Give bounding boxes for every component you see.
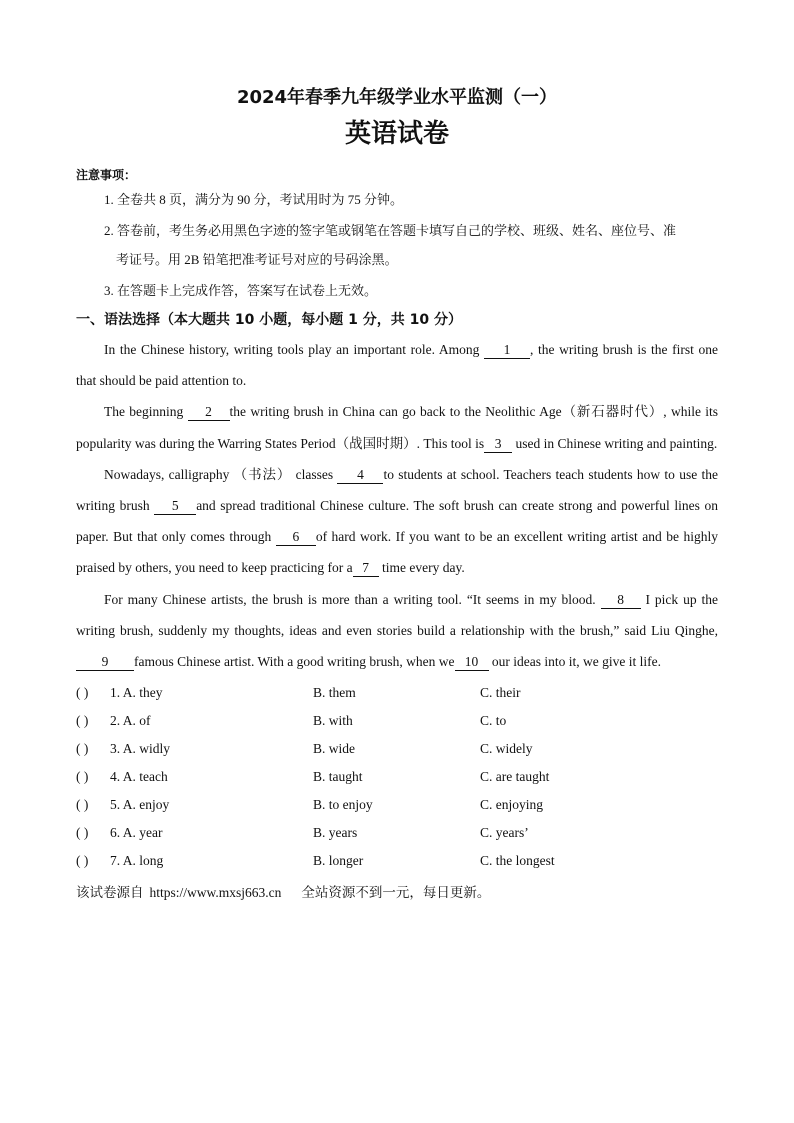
- text-run: The beginning: [104, 404, 188, 420]
- answer-bracket[interactable]: ( ): [76, 797, 89, 813]
- text-run: and spread traditional Chinese culture. The soft brush can create strong and powerful lines on paper. But that only comes through: [76, 498, 718, 545]
- text-run: our ideas into it, we give it life.: [488, 654, 662, 670]
- options-list: [76, 679, 718, 875]
- blank-2: 2: [188, 404, 230, 421]
- source-footer: [76, 881, 718, 905]
- option-b: B. taught: [313, 769, 363, 785]
- text-run: I pick up the writing brush, suddenly my thoughts, ideas and even stories build a relationship with the brush,” said Liu Qinghe,: [76, 591, 718, 638]
- passage-paragraph-1: [76, 334, 718, 396]
- footer-link[interactable]: https://www.mxsj663.cn: [149, 885, 282, 901]
- option-a: 2. A. of: [110, 713, 151, 729]
- option-row-3: [76, 735, 718, 763]
- option-b: B. with: [313, 713, 353, 729]
- notes-list: [76, 184, 718, 306]
- passage-paragraph-2: [76, 396, 718, 458]
- option-a: 4. A. teach: [110, 769, 168, 785]
- note-item-3: 3. 在答题卡上完成作答，答案写在试卷上无效。: [104, 283, 378, 298]
- blank-4: 4: [337, 467, 383, 484]
- blank-8: 8: [601, 592, 641, 609]
- option-b: B. to enjoy: [313, 797, 373, 813]
- blank-6: 6: [276, 529, 316, 546]
- exam-subtitle: 英语试卷: [344, 119, 449, 149]
- answer-bracket[interactable]: ( ): [76, 825, 89, 841]
- text-run: the writing brush in China can go back to the Neolithic Age（新石器时代）, while its popularity was during the Warring States Period（战国时期）. This tool is: [76, 404, 718, 451]
- blank-10: 10: [455, 654, 489, 671]
- note-item-2: [76, 215, 718, 275]
- section-heading: 一、语法选择（本大题共 10 小题，每小题 1 分，共 10 分）: [76, 312, 462, 328]
- passage-paragraph-3: [76, 459, 718, 584]
- text-run: used in Chinese writing and painting.: [512, 435, 718, 451]
- passage-paragraph-4: [76, 584, 718, 678]
- option-b: B. longer: [313, 853, 364, 869]
- answer-bracket[interactable]: ( ): [76, 713, 89, 729]
- footer-suffix: 全站资源不到一元，每日更新。: [301, 885, 491, 902]
- text-run: In the Chinese history, writing tools play an important role. Among: [104, 342, 484, 357]
- option-a: 5. A. enjoy: [110, 797, 170, 813]
- blank-7: 7: [353, 560, 379, 577]
- text-run: Nowadays, calligraphy （书法） classes: [104, 466, 338, 482]
- option-row-7: [76, 847, 718, 875]
- answer-bracket[interactable]: ( ): [76, 685, 89, 701]
- note-item-1: 1. 全卷共 8 页，满分为 90 分，考试用时为 75 分钟。: [104, 192, 404, 207]
- notes-heading: 注意事项：: [76, 168, 137, 182]
- blank-5: 5: [154, 498, 196, 515]
- exam-title: 2024年春季九年级学业水平监测（一）: [236, 87, 558, 108]
- option-row-4: [76, 763, 718, 791]
- option-b: B. wide: [313, 741, 355, 757]
- text-run: of hard work. If you want to be an excellent writing artist and be highly praised by others, you need to keep practicing for a: [76, 529, 718, 576]
- answer-bracket[interactable]: ( ): [76, 853, 89, 869]
- option-a: 7. A. long: [110, 853, 164, 869]
- text-run: time every day.: [378, 560, 465, 576]
- footer-prefix: 该试卷源自: [76, 885, 144, 902]
- text-run: to students at school. Teachers teach students how to use the writing brush: [76, 466, 718, 514]
- text-run: famous Chinese artist. With a good writing brush, when we: [134, 654, 455, 670]
- option-c: C. the longest: [480, 853, 555, 869]
- answer-bracket[interactable]: ( ): [76, 769, 89, 785]
- option-b: B. years: [313, 825, 358, 841]
- note-item-2-line-2: 考证号。用 2B 铅笔把准考证号对应的号码涂黑。: [116, 252, 398, 267]
- option-row-6: [76, 819, 718, 847]
- option-a: 1. A. they: [110, 685, 163, 701]
- exam-page: [76, 86, 718, 905]
- note-item-2-line-1: 2. 答卷前，考生务必用黑色字迹的签字笔或钢笔在答题卡填写自己的学校、班级、姓名、座位号、准: [104, 223, 677, 238]
- option-row-5: [76, 791, 718, 819]
- option-c: C. enjoying: [480, 797, 543, 813]
- option-row-2: [76, 707, 718, 735]
- option-c: C. to: [480, 713, 507, 729]
- blank-1: 1: [484, 342, 530, 359]
- option-c: C. years’: [480, 825, 529, 841]
- option-c: C. their: [480, 685, 521, 701]
- text-run: , the writing brush is the first one that should be paid attention to.: [76, 342, 718, 389]
- option-c: C. widely: [480, 741, 533, 757]
- option-c: C. are taught: [480, 769, 550, 785]
- answer-bracket[interactable]: ( ): [76, 741, 89, 757]
- option-a: 6. A. year: [110, 825, 163, 841]
- blank-3: 3: [484, 436, 512, 453]
- option-b: B. them: [313, 685, 356, 701]
- option-row-1: [76, 679, 718, 707]
- blank-9: 9: [76, 654, 134, 671]
- text-run: For many Chinese artists, the brush is more than a writing tool. “It seems in my blood.: [104, 591, 601, 607]
- option-a: 3. A. widly: [110, 741, 171, 757]
